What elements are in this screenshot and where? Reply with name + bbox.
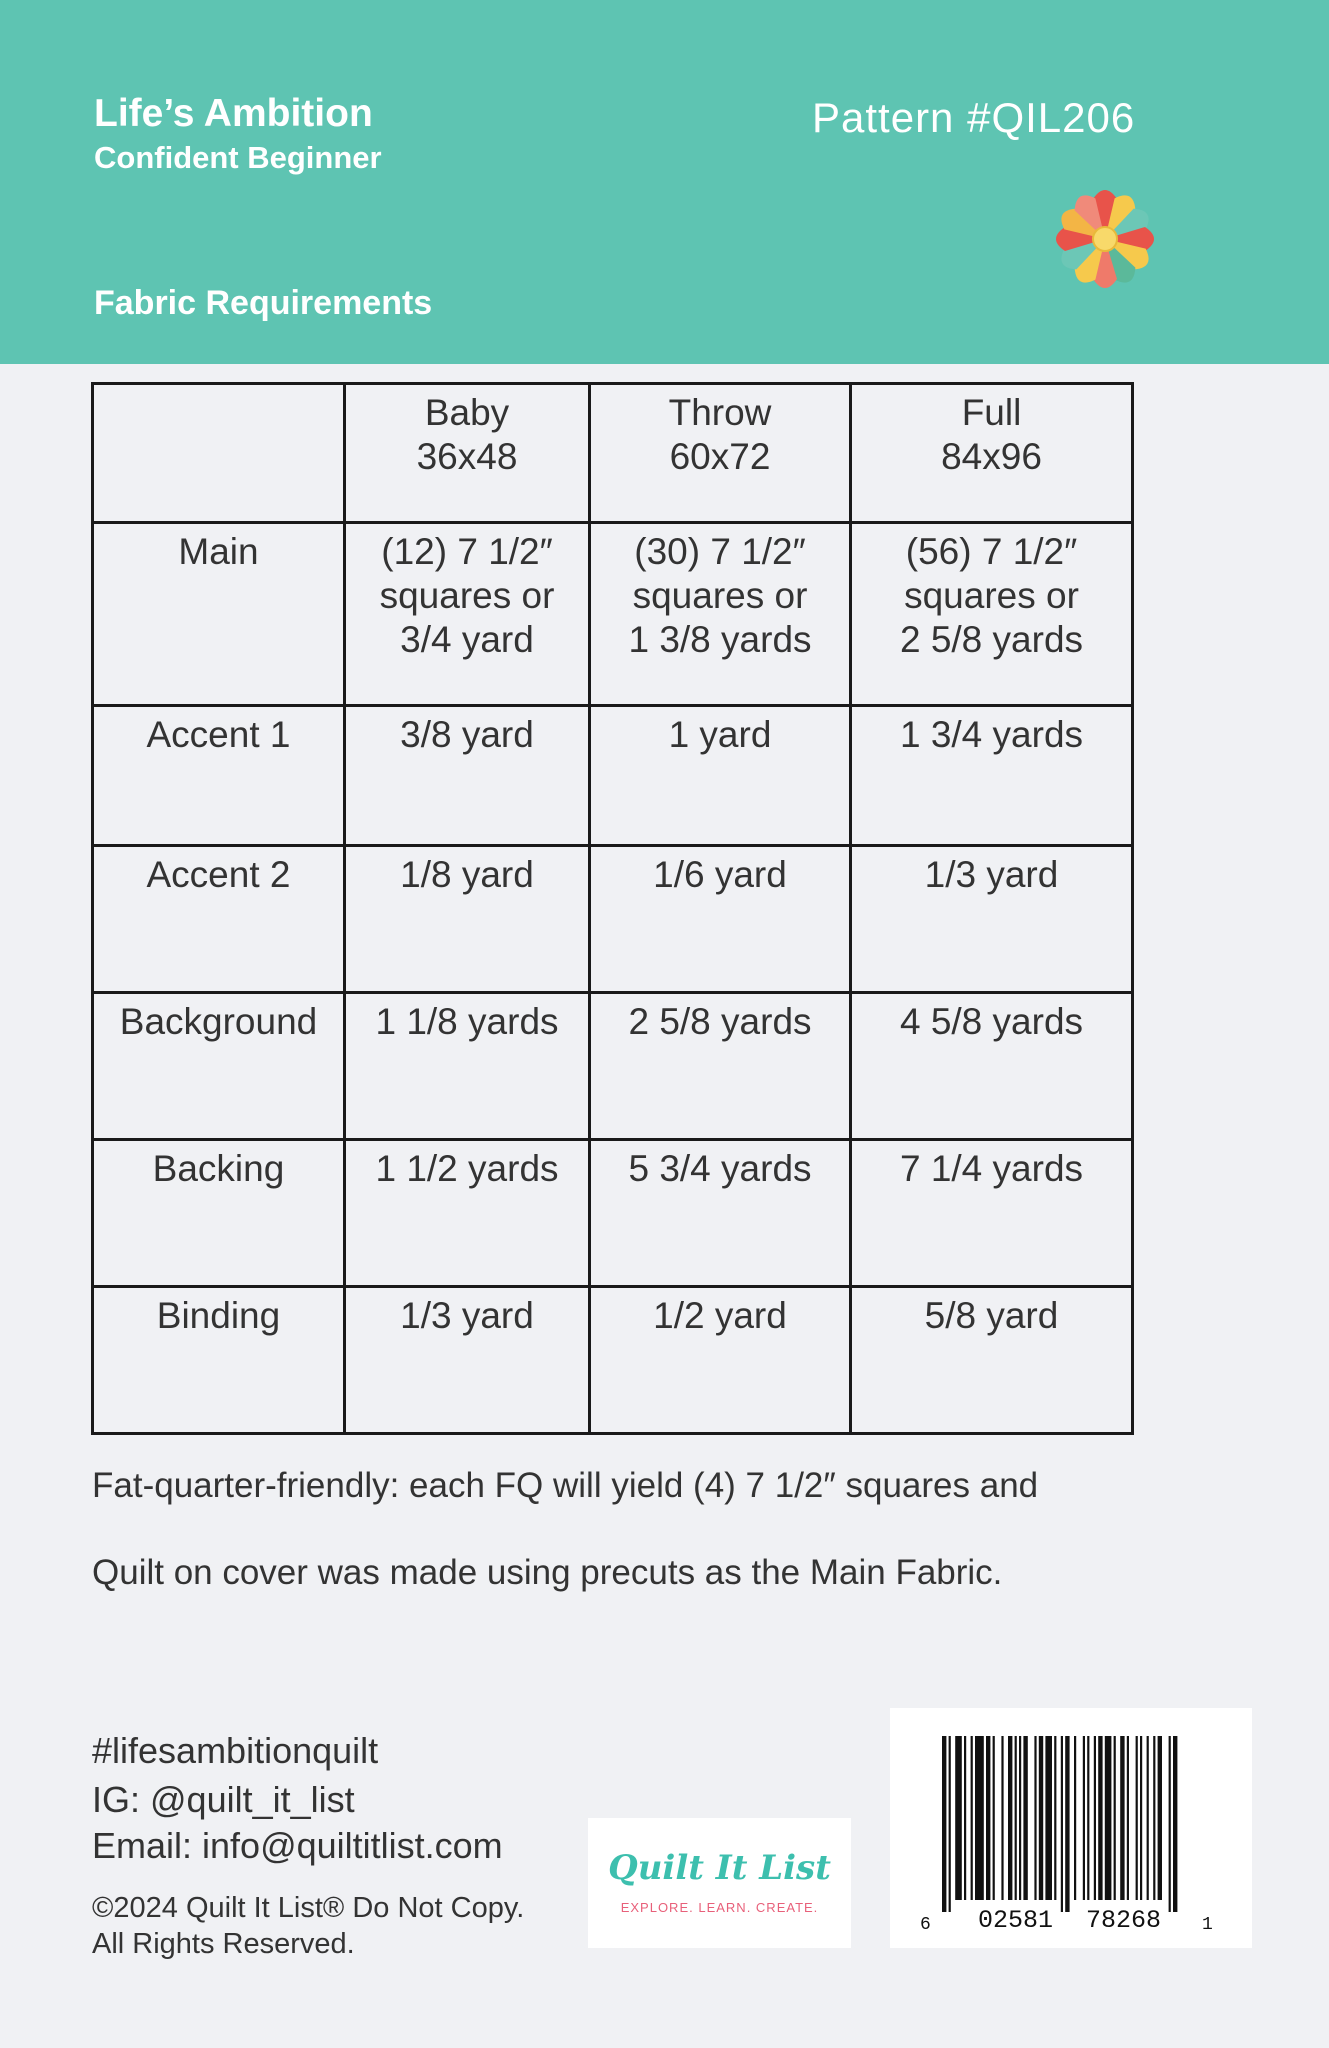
cell-line: squares or [904,575,1079,616]
barcode-bar [1120,1736,1124,1900]
cell-line: (56) 7 1/2″ [905,531,1078,572]
table-row-main [93,523,1133,706]
barcode-bar [1045,1736,1052,1900]
fat-quarter-note: Fat-quarter-friendly: each FQ will yield (4) 7 1/2″ squares and [92,1466,1039,1505]
cell-line: (30) 7 1/2″ [634,531,806,572]
table-cell: 2 5/8 yards [590,993,851,1140]
barcode-bar [993,1736,995,1900]
cell-line: (12) 7 1/2″ [381,531,553,572]
barcode-bar [1136,1736,1138,1900]
table-row-binding [93,1287,1133,1434]
barcode-bar [1098,1736,1102,1900]
barcode-bar [1061,1736,1063,1912]
barcode-bar [955,1736,962,1900]
table-row-backing [93,1140,1133,1287]
size-dimensions: 60x72 [669,436,771,477]
barcode-bar [1015,1736,1017,1900]
size-dimensions: 84x96 [941,436,1042,477]
fabric-requirements-table [91,382,1134,1435]
cell-line: 3/4 yard [400,619,534,660]
barcode-bar [1169,1736,1171,1912]
barcode-check-digit: 1 [1202,1915,1213,1935]
table-cell: 1 3/4 yards [851,706,1133,846]
row-label: Binding [93,1287,345,1434]
table-cell: 4 5/8 yards [851,993,1133,1140]
brand-logo [588,1818,851,1948]
barcode-bar [1034,1736,1036,1900]
barcode-bar [1023,1736,1027,1900]
size-name: Full [961,392,1022,433]
barcode-bar [1114,1736,1116,1900]
dresden-flower-icon [1030,164,1180,314]
table-header-row [93,384,1133,523]
barcode-bar [1094,1736,1096,1900]
barcode [890,1708,1252,1948]
barcode-bar [1173,1736,1177,1912]
header-baby [345,384,590,523]
barcode-bar [1019,1736,1021,1900]
table-cell: 1 1/8 yards [345,993,590,1140]
barcode-digit: 6 [920,1915,931,1935]
table-cell: 1/3 yard [851,846,1133,993]
header-throw [590,384,851,523]
barcode-bar [1147,1736,1149,1900]
table-cell: 5 3/4 yards [590,1140,851,1287]
section-heading: Fabric Requirements [94,284,433,322]
size-dimensions: 36x48 [416,436,518,477]
hashtag: #lifesambitionquilt [92,1730,379,1771]
table-row-accent-2 [93,846,1133,993]
barcode-bar [1127,1736,1129,1900]
table-cell: 1 yard [590,706,851,846]
barcode-bars [890,1708,1252,1948]
cell-line: 1 3/8 yards [628,619,812,660]
email-address: Email: info@quiltitlist.com [92,1825,503,1866]
skill-level: Confident Beginner [94,140,382,175]
barcode-bar [1158,1736,1162,1900]
table-cell: 7 1/4 yards [851,1140,1133,1287]
barcode-bar [1065,1736,1069,1912]
barcode-digits-right: 78268 [1086,1906,1162,1935]
rights-reserved-line: All Rights Reserved. [92,1928,355,1960]
table-cell: 3/8 yard [345,706,590,846]
barcode-bar [1008,1736,1012,1900]
barcode-bar [1140,1736,1142,1900]
barcode-bar [1087,1736,1089,1900]
instagram-handle: IG: @quilt_it_list [92,1779,355,1820]
barcode-bar [971,1736,973,1900]
table-cell [851,523,1133,706]
logo-tagline: EXPLORE. LEARN. CREATE. [620,1900,819,1915]
barcode-digits-left: 02581 [978,1906,1054,1935]
barcode-bar [949,1736,951,1912]
row-label: Backing [93,1140,345,1287]
table-cell: 5/8 yard [851,1287,1133,1434]
barcode-bar [1153,1736,1155,1900]
table-cell: 1 1/2 yards [345,1140,590,1287]
logo-wordmark: Quilt It List [608,1848,831,1888]
barcode-bar [975,1736,984,1900]
header-banner [0,0,1329,364]
cell-line: squares or [632,575,808,616]
barcode-bar [1074,1736,1076,1900]
barcode-bar [1001,1736,1003,1900]
table-cell [345,523,590,706]
header-full [851,384,1133,523]
table-cell [590,523,851,706]
table-cell: 1/2 yard [590,1287,851,1434]
size-name: Throw [668,392,772,433]
row-label: Background [93,993,345,1140]
table-cell: 1/8 yard [345,846,590,993]
barcode-bar [1083,1736,1085,1900]
barcode-bar [1039,1736,1043,1900]
barcode-bar [986,1736,990,1900]
table-row-background [93,993,1133,1140]
cell-line: 2 5/8 yards [899,619,1084,660]
table-cell: 1/3 yard [345,1287,590,1434]
cell-line: squares or [379,575,555,616]
barcode-bar [1105,1736,1112,1900]
table-row-accent-1 [93,706,1133,846]
pattern-title: Life’s Ambition [94,92,373,135]
row-label: Accent 2 [93,846,345,993]
barcode-bar [1054,1736,1056,1900]
table-cell: 1/6 yard [590,846,851,993]
barcode-bar [942,1736,946,1912]
pattern-number: Pattern #QIL206 [812,94,1136,141]
row-label: Accent 1 [93,706,345,846]
header-empty-cell [93,384,345,523]
row-label: Main [93,523,345,706]
copyright-line: ©2024 Quilt It List® Do Not Copy. [92,1892,525,1924]
precuts-note: Quilt on cover was made using precuts as the Main Fabric. [92,1553,1003,1592]
size-name: Baby [424,392,510,433]
barcode-bar [964,1736,966,1900]
